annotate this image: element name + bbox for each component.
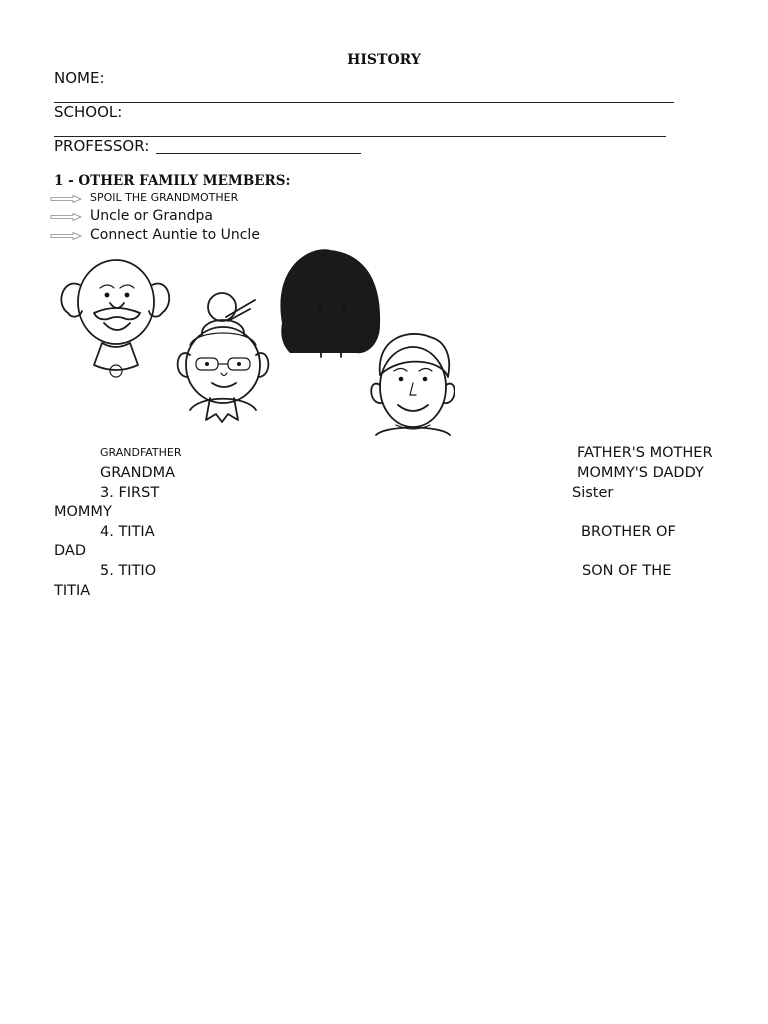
match-left-3: 3. FIRST <box>100 485 160 501</box>
match-left-4-cont: DAD <box>54 543 86 559</box>
page-title: HISTORY <box>347 52 421 68</box>
match-right-1: FATHER'S MOTHER <box>577 445 713 461</box>
name-field-line[interactable] <box>54 102 674 103</box>
instruction-1: SPOIL THE GRANDMOTHER <box>90 191 239 204</box>
arrow-icon <box>50 213 82 221</box>
grandfather-figure <box>61 260 169 377</box>
match-left-1: GRANDFATHER <box>100 446 182 459</box>
match-left-3-cont: MOMMY <box>54 504 112 520</box>
arrow-icon <box>50 195 82 203</box>
man-figure <box>371 334 455 435</box>
section-heading: 1 - OTHER FAMILY MEMBERS: <box>54 173 291 189</box>
family-illustration <box>50 245 455 440</box>
grandmother-figure <box>178 293 269 422</box>
match-left-4: 4. TITIA <box>100 524 155 540</box>
instruction-2: Uncle or Grandpa <box>90 208 213 224</box>
arrow-icon <box>50 232 82 240</box>
woman-figure <box>280 249 380 357</box>
match-left-2: GRANDMA <box>100 465 176 481</box>
match-right-2: MOMMY'S DADDY <box>577 465 704 481</box>
professor-label: PROFESSOR: <box>54 137 150 155</box>
school-label: SCHOOL: <box>54 103 123 121</box>
instruction-3: Connect Auntie to Uncle <box>90 227 260 243</box>
match-right-4: BROTHER OF <box>581 524 676 540</box>
match-right-3: Sister <box>572 485 614 501</box>
name-label: NOME: <box>54 69 105 87</box>
professor-field-line[interactable] <box>156 153 361 154</box>
match-left-5-cont: TITIA <box>54 583 91 599</box>
match-right-5: SON OF THE <box>582 563 672 579</box>
match-left-5: 5. TITIO <box>100 563 157 579</box>
